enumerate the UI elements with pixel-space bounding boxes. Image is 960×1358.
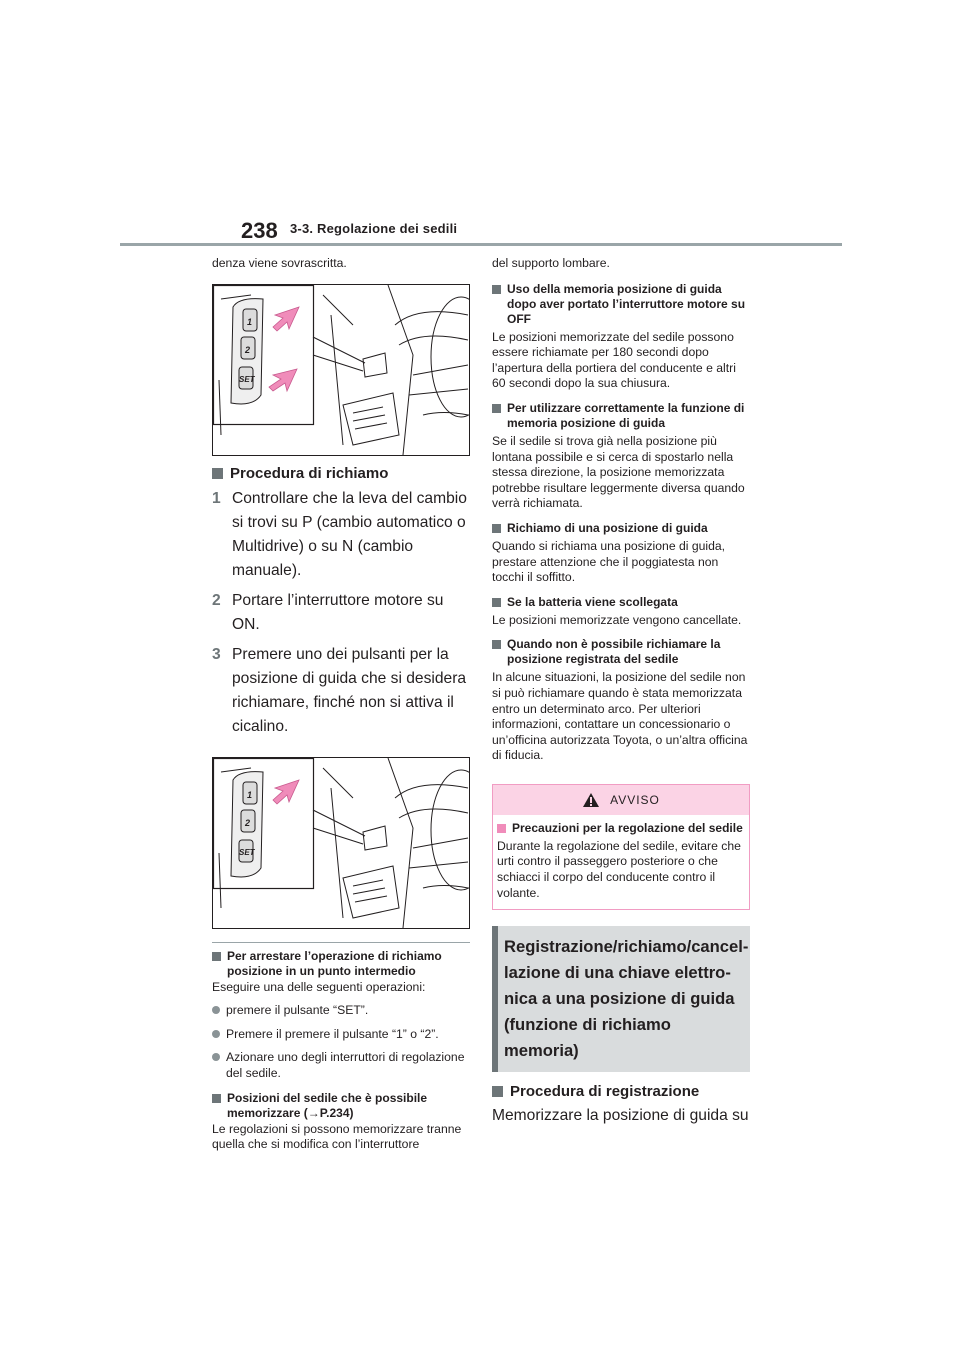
warning-title: AVVISO	[610, 792, 660, 807]
warning-header	[493, 785, 749, 815]
bullet-item: Azionare uno degli interruttori di regolazione del sedile.	[212, 1050, 470, 1081]
page-number: 238	[241, 218, 278, 243]
figure-memory-buttons-illustration	[213, 758, 469, 928]
note-text: In alcune situazioni, la posizione del sedile non si può richiamare quando è stata memorizzata entro un determinato arco. Per ulteriori informazioni, contattare un concessionario o un’officina autorizzata Toyota, o un’altra officina di fiducia.	[492, 670, 748, 763]
button-label-set: SET	[239, 374, 255, 384]
registration-procedure-text: Memorizzare la posizione di guida su	[492, 1107, 749, 1125]
square-bullet-icon	[492, 1086, 503, 1097]
note-heading: Quando non è possibile richiamare la posizione registrata del sedile	[492, 637, 750, 667]
note-heading: Uso della memoria posizione di guida dopo aver portato l’interruttore motore su OFF	[492, 282, 750, 327]
figure-memory-buttons-2	[212, 757, 470, 929]
memorizable-positions-text: Le regolazioni si possono memorizzare tranne quella che si modifica con l’interruttore	[212, 1121, 462, 1152]
continued-text: del supporto lombare.	[492, 256, 610, 270]
pointer-arrow-icon	[273, 307, 299, 331]
step-2: 2 Portare l’interruttore motore su ON.	[212, 591, 444, 633]
square-bullet-icon	[492, 524, 501, 533]
memorizable-positions-heading: Posizioni del sedile che è possibile memorizzare (→P.234)	[212, 1091, 470, 1121]
step-3: 3 Premere uno dei pulsanti per la posizione di guida che si desidera richiamare, finché non si attiva il cicalino.	[212, 645, 467, 735]
left-column	[212, 256, 470, 1153]
round-bullet-icon	[212, 1006, 220, 1014]
square-bullet-icon	[212, 952, 221, 961]
note-text: Se il sedile si trova già nella posizione più lontana possibile e si cerca di spostarlo nella stessa direzione, la posizione memorizzata potrebbe risultare leggermente diversa quando verrà richiamata.	[492, 433, 745, 511]
button-label-2: 2	[245, 344, 251, 355]
registration-procedure-heading: Procedura di registrazione	[492, 1082, 750, 1102]
intro-text: denza viene sovrascritta.	[212, 256, 347, 270]
round-bullet-icon	[212, 1053, 220, 1061]
warning-triangle-icon	[582, 792, 600, 808]
section-title-box: Registrazione/richiamo/cancellazione di una chiave elettronica a una posizione di guida (funzione di richiamo memoria)	[492, 926, 750, 1072]
pointer-arrow-icon	[273, 780, 299, 804]
square-bullet-icon	[497, 824, 506, 833]
button-label-2: 2	[245, 817, 251, 828]
warning-text: Durante la regolazione del sedile, evitare che urti contro il passeggero posteriore o che schiacci il corpo del conducente contro il volante.	[497, 838, 741, 900]
note-heading: Richiamo di una posizione di guida	[492, 521, 750, 536]
note-text: Le posizioni memorizzate del sedile possono essere richiamate per 180 secondi dopo l’apertura della portiera del conducente e altri 60 secondi dopo la sua chiusura.	[492, 329, 736, 391]
right-column	[492, 256, 750, 1128]
figure-memory-buttons-illustration	[213, 285, 469, 455]
recall-procedure-heading: Procedura di richiamo	[212, 464, 470, 484]
button-label-1: 1	[247, 316, 253, 327]
note-text: Quando si richiama una posizione di guida, prestare attenzione che il poggiatesta non tocchi il soffitto.	[492, 538, 726, 585]
section-title: 3-3. Regolazione dei sedili	[290, 221, 458, 236]
button-label-set: SET	[239, 847, 255, 857]
square-bullet-icon	[492, 285, 501, 294]
pointer-arrow-icon	[269, 369, 297, 391]
warning-box	[492, 784, 750, 910]
square-bullet-icon	[212, 468, 223, 479]
header-rule	[120, 243, 842, 246]
note-text: Le posizioni memorizzate vengono cancellate.	[492, 612, 742, 627]
figure-memory-buttons-1	[212, 284, 470, 456]
bullet-item: premere il pulsante “SET”.	[212, 1003, 470, 1019]
round-bullet-icon	[212, 1030, 220, 1038]
note-heading: Per utilizzare correttamente la funzione di memoria posizione di guida	[492, 401, 750, 431]
square-bullet-icon	[492, 404, 501, 413]
square-bullet-icon	[212, 1094, 221, 1103]
warning-heading: Precauzioni per la regolazione del sedile	[497, 821, 745, 836]
stop-recall-intro: Eseguire una delle seguenti operazioni:	[212, 979, 426, 994]
button-label-1: 1	[247, 789, 253, 800]
step-1: 1 Controllare che la leva del cambio si trovi su P (cambio automatico o Multidrive) o su N (cambio manuale).	[212, 489, 467, 579]
note-heading: Se la batteria viene scollegata	[492, 595, 750, 610]
bullet-item: Premere il premere il pulsante “1” o “2”.	[212, 1027, 470, 1043]
square-bullet-icon	[492, 598, 501, 607]
square-bullet-icon	[492, 640, 501, 649]
stop-recall-heading: Per arrestare l’operazione di richiamo posizione in un punto intermedio	[212, 949, 470, 979]
